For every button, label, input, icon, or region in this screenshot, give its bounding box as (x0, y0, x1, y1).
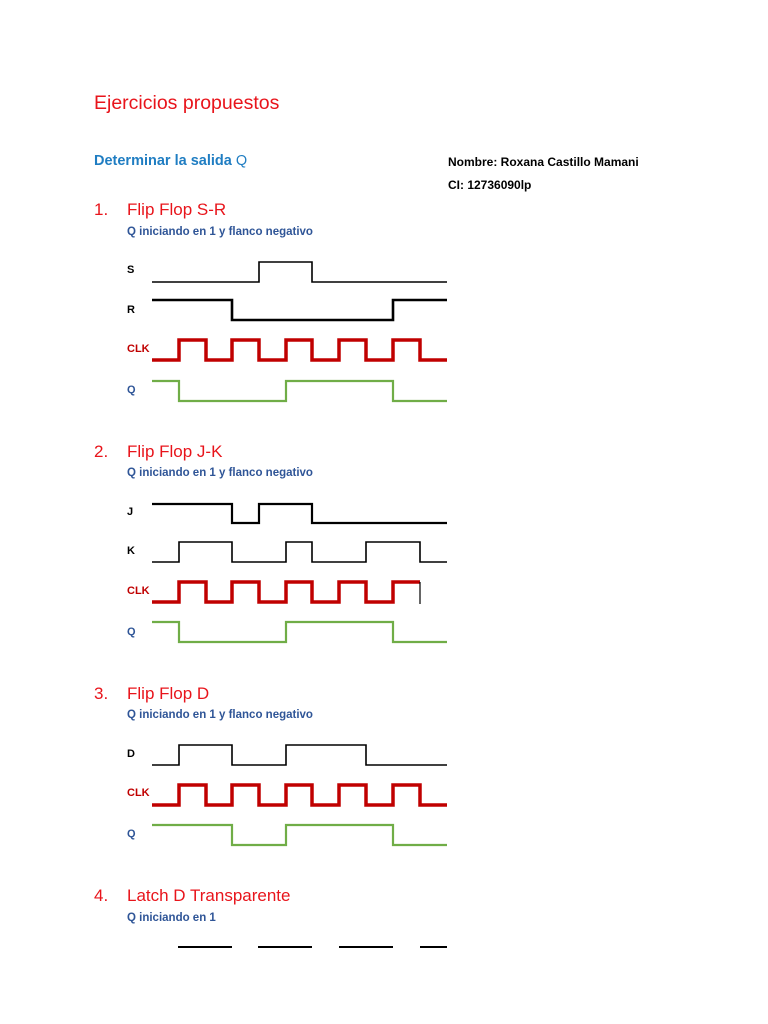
signal-label-j: J (127, 506, 134, 518)
section-heading: Latch D Transparente (127, 886, 291, 905)
section-3-condition: Q iniciando en 1 y flanco negativo (127, 709, 313, 721)
student-name: Nombre: Roxana Castillo Mamani (448, 155, 639, 169)
section-number: 2. (94, 442, 109, 461)
waveform-r (152, 300, 447, 320)
section-1-condition: Q iniciando en 1 y flanco negativo (127, 226, 313, 238)
signal-label-q: Q (127, 384, 136, 396)
signal-label-r: R (127, 304, 135, 316)
signal-label-clk: CLK (127, 585, 150, 597)
waveform-clk (152, 582, 420, 602)
waveform-q (152, 825, 447, 845)
waveform-s (152, 262, 447, 282)
signal-label-q: Q (127, 828, 136, 840)
section-number: 3. (94, 684, 109, 703)
waveform-q (152, 622, 447, 642)
signal-label-q: Q (127, 626, 136, 638)
signal-label-clk: CLK (127, 343, 150, 355)
waveform-j (152, 504, 447, 523)
section-4-condition: Q iniciando en 1 (127, 912, 216, 924)
signal-label-clk: CLK (127, 787, 150, 799)
waveform-clk (152, 785, 447, 805)
section-number: 4. (94, 886, 109, 905)
section-heading: Flip Flop D (127, 684, 210, 703)
student-ci: CI: 12736090lp (448, 178, 532, 192)
signal-label-k: K (127, 545, 135, 557)
section-2-condition: Q iniciando en 1 y flanco negativo (127, 467, 313, 479)
section-heading: Flip Flop S-R (127, 200, 227, 219)
page-title: Ejercicios propuestos (94, 92, 280, 114)
section-number: 1. (94, 200, 109, 219)
waveform-clk (152, 340, 447, 360)
waveform-k (152, 542, 447, 562)
waveform-q (152, 381, 447, 401)
signal-label-s: S (127, 264, 135, 276)
instruction-q: Q (235, 153, 248, 169)
waveform-d (152, 745, 447, 765)
section-heading: Flip Flop J-K (127, 442, 223, 461)
signal-label-d: D (127, 748, 135, 760)
instruction-label: Determinar la salida (94, 153, 232, 169)
